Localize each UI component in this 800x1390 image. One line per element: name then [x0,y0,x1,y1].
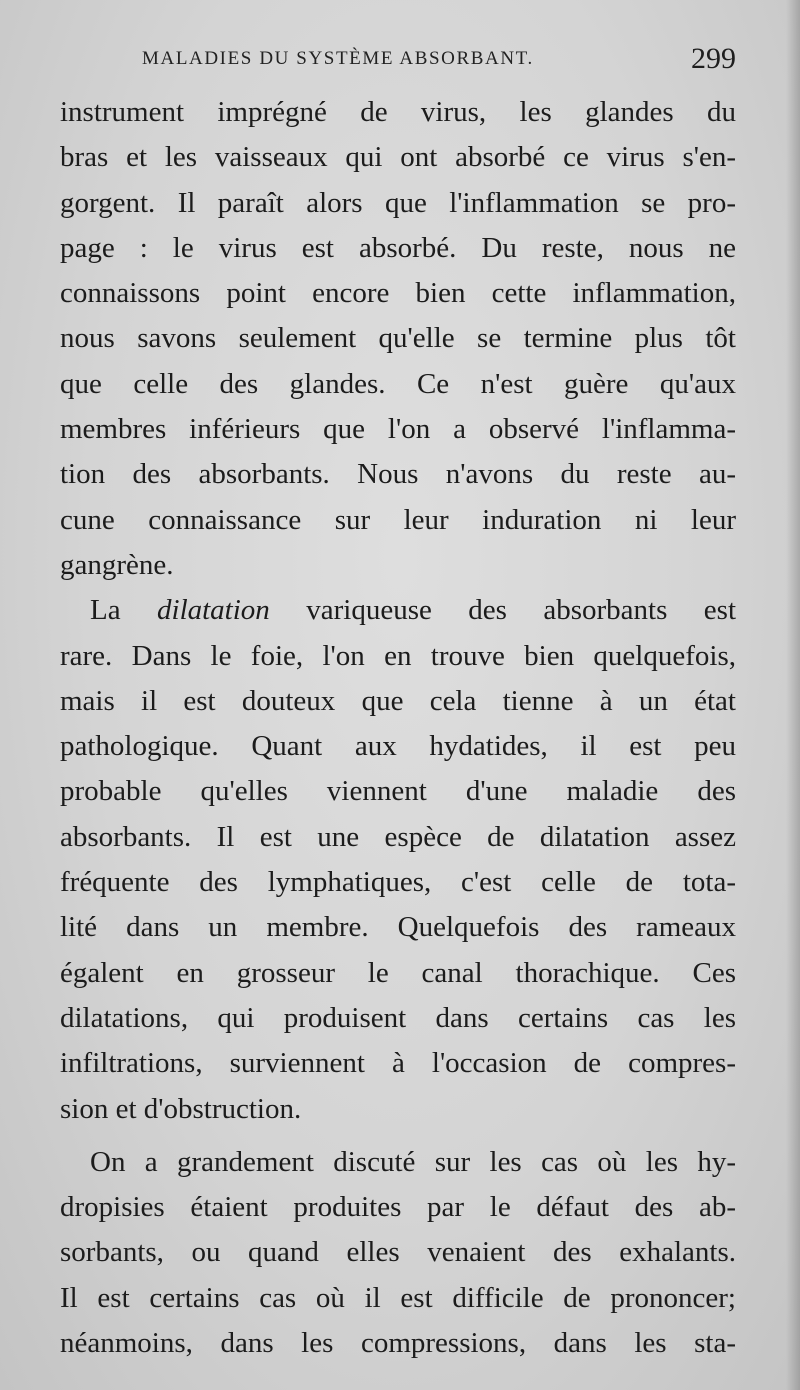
paragraph-first-line: On a grandement discuté sur les cas où les hy- [90,1145,736,1178]
text-run: La [90,594,158,627]
text-line: sion et d'obstruction. [60,1092,302,1125]
paragraph-first-line [60,588,736,633]
text-line: dilatations, qui produisent dans certains cas les [60,1001,736,1034]
text-line: rare. Dans le foie, l'on en trouve bien quelquefois, [60,639,736,672]
text-line: lité dans un membre. Quelquefois des rameaux [60,911,736,944]
running-title: MALADIES DU SYSTÈME ABSORBANT. [142,48,534,69]
page-number: 299 [691,42,736,75]
body-text [60,90,736,1366]
text-line: néanmoins, dans les compressions, dans les sta- [60,1327,736,1360]
text-line: infiltrations, surviennent à l'occasion de compres- [60,1047,736,1080]
text-line: connaissons point encore bien cette inflammation, [60,277,736,310]
text-line: page : le virus est absorbé. Du reste, nous ne [60,231,736,264]
text-line: cune connaissance sur leur induration ni leur [60,503,736,536]
text-line: que celle des glandes. Ce n'est guère qu'aux [60,367,736,400]
text-line: dropisies étaient produites par le défaut des ab- [60,1191,736,1224]
text-line: sorbants, ou quand elles venaient des exhalants. [60,1236,736,1269]
text-line: probable qu'elles viennent d'une maladie des [60,775,736,808]
text-line: absorbants. Il est une espèce de dilatation assez [60,820,736,853]
text-line: bras et les vaisseaux qui ont absorbé ce virus s'en- [60,141,736,174]
text-line: nous savons seulement qu'elle se termine plus tôt [60,322,736,355]
text-line: mais il est douteux que cela tienne à un état [60,684,736,717]
text-line: Il est certains cas où il est difficile de prononcer; [60,1281,736,1314]
text-line: égalent en grosseur le canal thorachique. Ces [60,956,736,989]
page-edge-shadow [786,0,800,1390]
emphasis-word: dilatation [157,594,270,627]
text-line: instrument imprégné de virus, les glandes du [60,96,736,128]
text-line: fréquente des lymphatiques, c'est celle de tota- [60,866,736,899]
text-run: variqueuse des absorbants est [269,594,737,627]
running-head [60,42,736,82]
text-line: tion des absorbants. Nous n'avons du reste au- [60,458,736,491]
text-line: pathologique. Quant aux hydatides, il est peu [60,730,736,763]
text-line: gangrène. [60,548,174,581]
text-line: gorgent. Il paraît alors que l'inflammation se pro- [60,186,736,219]
text-line: membres inférieurs que l'on a observé l'inflamma- [60,413,736,446]
